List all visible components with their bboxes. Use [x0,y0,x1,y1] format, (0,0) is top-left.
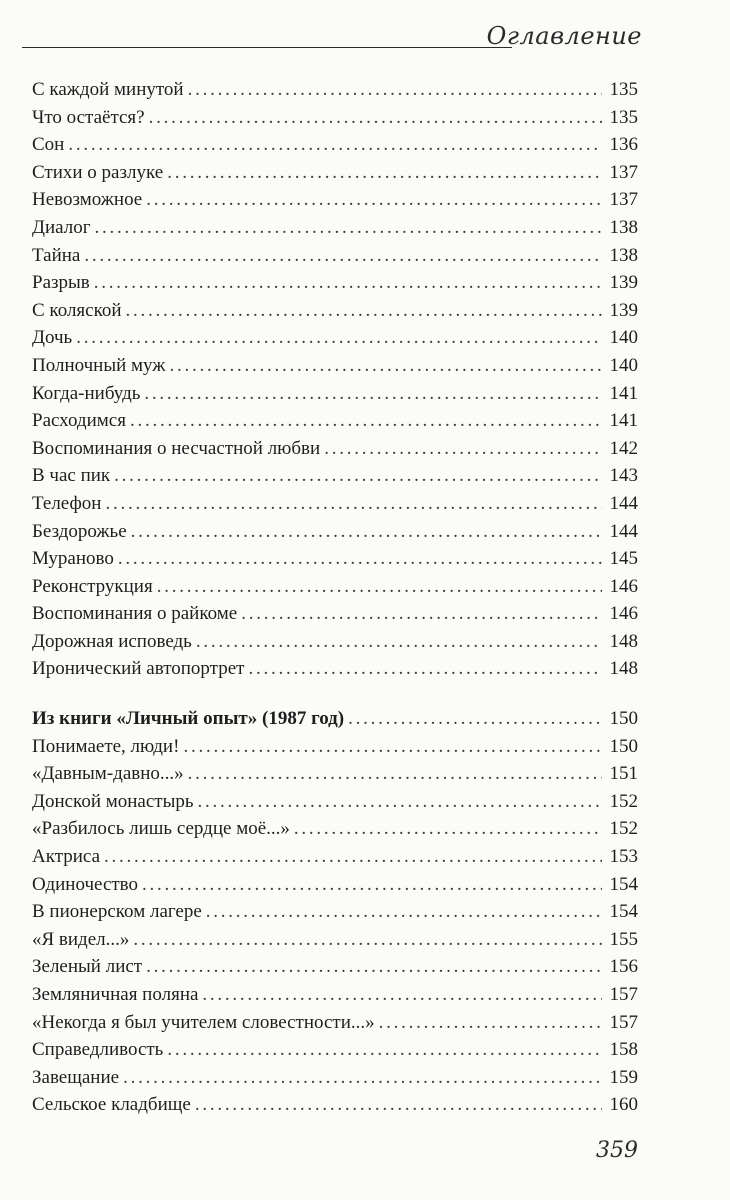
toc-entry-title: Разрыв [32,272,90,294]
toc-entry-title: Завещание [32,1066,120,1088]
toc-entry [32,490,638,518]
toc-entry-page: 151 [609,763,638,785]
toc-entry [32,297,638,325]
toc-entry-page: 139 [609,299,638,321]
toc-entry [32,760,638,788]
toc-leader-dots [195,1091,602,1119]
toc-leader-dots [142,871,602,899]
toc-entry-title: Расходимся [32,410,126,432]
toc-entry [32,435,638,463]
toc-entry [32,1064,638,1092]
toc-entry-page: 137 [609,161,638,183]
toc-entry-title: Телефон [32,492,102,514]
toc-leader-dots [379,1009,602,1037]
toc-entry-page: 148 [609,658,638,680]
toc-entry-title: Актриса [32,846,101,868]
toc-leader-dots [206,898,602,926]
toc-entry [32,1036,638,1064]
toc-entry-title: Бездорожье [32,520,127,542]
toc-entry [32,159,638,187]
toc-entry-title: Воспоминания о райкоме [32,603,238,625]
toc-leader-dots [76,324,602,352]
toc-entry [32,131,638,159]
toc-leader-dots [94,269,602,297]
toc-entry-title: Что остаётся? [32,106,145,128]
toc-entry [32,926,638,954]
toc-entry-page: 141 [609,382,638,404]
toc-entry-title: Справедливость [32,1039,164,1061]
toc-entry-page: 148 [609,630,638,652]
toc-heading-page: 150 [609,708,638,730]
toc-entry [32,186,638,214]
toc-entry-title: Мураново [32,548,114,570]
toc-entry-title: «Давным-давно...» [32,763,184,785]
toc-leader-dots [149,104,602,132]
toc-leader-dots [104,843,602,871]
toc-entry [32,981,638,1009]
toc-section-heading [32,705,638,733]
toc-leader-dots [131,518,602,546]
toc-entry [32,871,638,899]
toc-section-1 [32,76,638,683]
running-header [22,18,642,58]
toc-entry-page: 152 [609,790,638,812]
header-rule [22,47,512,48]
toc-leader-dots [84,242,602,270]
toc-entry [32,462,638,490]
toc-entry-title: Воспоминания о несчастной любви [32,437,321,459]
toc-entry-page: 156 [609,956,638,978]
toc-entry [32,733,638,761]
toc-entry-page: 144 [609,520,638,542]
toc-entry [32,269,638,297]
toc-leader-dots [105,490,602,518]
toc-entry-title: Тайна [32,244,81,266]
toc-entry [32,380,638,408]
toc-entry [32,214,638,242]
toc-entry-title: Донской монастырь [32,790,194,812]
toc-entry-page: 140 [609,327,638,349]
toc-entry-page: 150 [609,735,638,757]
toc-entry-title: «Разбилось лишь сердце моё...» [32,818,290,840]
toc-entry-page: 154 [609,873,638,895]
toc-entry-page: 154 [609,901,638,923]
toc-entry-page: 140 [609,354,638,376]
page-number: 359 [596,1138,638,1163]
toc-entry [32,815,638,843]
toc-entry-title: Одиночество [32,873,139,895]
toc-leader-dots [95,214,602,242]
toc-leader-dots [114,462,602,490]
toc-entry [32,843,638,871]
toc-entry-page: 157 [609,1011,638,1033]
toc-entry-page: 144 [609,492,638,514]
toc-entry-page: 159 [609,1066,638,1088]
table-of-contents [32,76,638,1119]
toc-leader-dots [188,76,602,104]
toc-entry-title: Диалог [32,216,91,238]
toc-leader-dots [146,186,602,214]
toc-leader-dots [348,705,602,733]
toc-entry-title: С коляской [32,299,122,321]
toc-entry-page: 158 [609,1039,638,1061]
toc-leader-dots [144,380,602,408]
toc-entry-title: «Я видел...» [32,928,130,950]
toc-entry [32,242,638,270]
toc-leader-dots [167,1036,602,1064]
toc-entry-page: 138 [609,216,638,238]
toc-entry [32,104,638,132]
toc-entry-title: Реконструкция [32,575,153,597]
toc-entry-page: 143 [609,465,638,487]
toc-entry [32,953,638,981]
toc-entry-page: 155 [609,928,638,950]
toc-entry-page: 139 [609,272,638,294]
toc-entry [32,518,638,546]
toc-entry [32,600,638,628]
toc-leader-dots [324,435,602,463]
toc-entry-page: 145 [609,548,638,570]
toc-entry-page: 142 [609,437,638,459]
toc-entry [32,352,638,380]
toc-entry-title: Дочь [32,327,73,349]
toc-entry-title: Когда-нибудь [32,382,141,404]
toc-entry [32,788,638,816]
toc-entry [32,1009,638,1037]
toc-entry-page: 146 [609,603,638,625]
toc-entry-page: 146 [609,575,638,597]
toc-leader-dots [157,573,602,601]
toc-entry [32,573,638,601]
toc-entry-title: «Некогда я был учителем словестности...» [32,1011,375,1033]
toc-entry-title: В час пик [32,465,111,487]
toc-leader-dots [126,297,602,325]
toc-entry-title: Полночный муж [32,354,166,376]
toc-leader-dots [167,159,602,187]
header-title: Оглавление [486,22,642,50]
toc-entry-title: В пионерском лагере [32,901,202,923]
toc-leader-dots [123,1064,602,1092]
toc-entry [32,76,638,104]
toc-entry-title: Зеленый лист [32,956,143,978]
toc-entry [32,545,638,573]
toc-leader-dots [241,600,602,628]
toc-leader-dots [130,407,602,435]
toc-leader-dots [248,655,602,683]
toc-leader-dots [196,628,602,656]
section-gap [32,683,638,705]
toc-entry [32,324,638,352]
toc-entry [32,898,638,926]
toc-entry-page: 160 [609,1094,638,1116]
toc-entry-title: Сон [32,134,65,156]
toc-entry [32,655,638,683]
toc-leader-dots [188,760,602,788]
toc-entry-title: Стихи о разлуке [32,161,164,183]
toc-entry-page: 138 [609,244,638,266]
toc-entry-page: 136 [609,134,638,156]
toc-leader-dots [294,815,602,843]
toc-entry-title: Иронический автопортрет [32,658,245,680]
toc-entry-page: 141 [609,410,638,432]
toc-entry [32,628,638,656]
toc-entry-page: 137 [609,189,638,211]
toc-leader-dots [202,981,602,1009]
toc-entry-page: 157 [609,984,638,1005]
toc-entry [32,1091,638,1119]
toc-leader-dots [118,545,602,573]
toc-entry-title: С каждой минутой [32,79,184,100]
toc-leader-dots [183,733,602,761]
toc-section-2 [32,733,638,1119]
toc-leader-dots [198,788,602,816]
toc-entry-page: 135 [609,106,638,128]
toc-leader-dots [169,352,602,380]
toc-entry [32,407,638,435]
toc-entry-title: Дорожная исповедь [32,630,192,652]
toc-entry-title: Понимаете, люди! [32,735,180,757]
toc-entry-page: 153 [609,846,638,868]
toc-entry-page: 135 [609,79,638,100]
toc-leader-dots [146,953,602,981]
toc-entry-page: 152 [609,818,638,840]
toc-heading-title: Из книги «Личный опыт» (1987 год) [32,708,345,730]
toc-entry-title: Земляничная поляна [32,984,199,1005]
toc-leader-dots [133,926,602,954]
toc-leader-dots [68,131,602,159]
toc-entry-title: Сельское кладбище [32,1094,191,1116]
toc-entry-title: Невозможное [32,189,143,211]
